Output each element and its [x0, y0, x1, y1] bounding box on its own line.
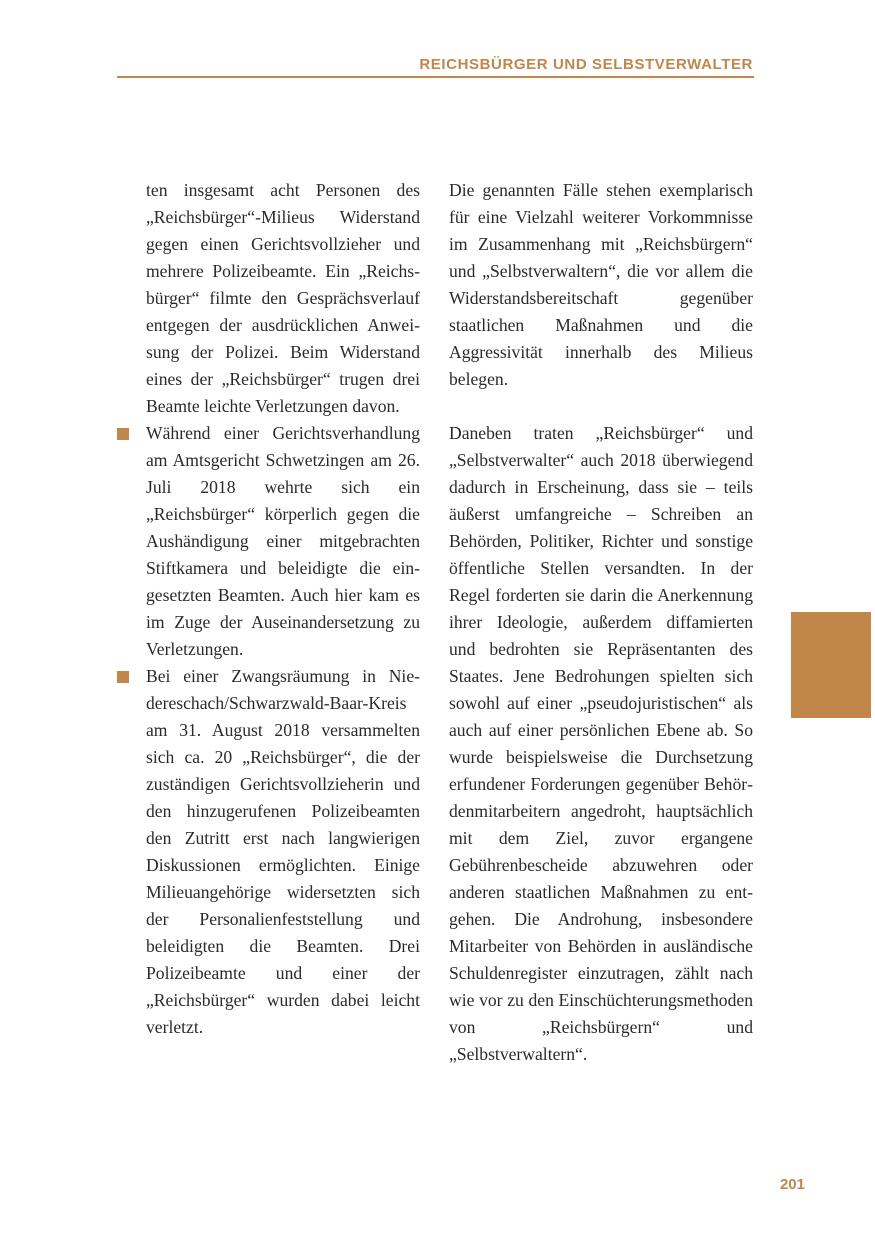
- bullet-item: [146, 663, 420, 1041]
- left-column: [146, 177, 420, 1041]
- running-header: REICHSBÜRGER UND SELBSTVERWALTER: [419, 56, 753, 73]
- body-paragraph: Daneben traten „Reichsbürger“ und „Selbstverwalter“ auch 2018 überwiegend dadurch in Erscheinung, dass sie – teils äußerst umfangreiche – Schreiben an Behörden, Politiker, Richter und sonstige öffentliche Stellen versandten. In der Regel forderten sie darin die Anerkennung ihrer Ideologie, außerdem diffamierten und bedrohten sie Repräsentanten des Staates. Jene Bedrohungen spielten sich sowohl auf einer „pseudojuristischen“ als auch auf einer persönlichen Ebene ab. So wurde beispielsweise die Durchsetzung erfundener Forderungen gegenüber Behördenmitarbeitern angedroht, hauptsächlich mit dem Ziel, zuvor ergangene Gebührenbescheide abzuwehren oder anderen staatlichen Maßnahmen zu entgehen. Die Androhung, insbesondere Mitarbeiter von Behörden in ausländische Schuldenregister einzutragen, zählt nach wie vor zu den Einschüchterungsmethoden von „Reichsbürgern“ und „Selbstverwaltern“.: [449, 423, 753, 1064]
- bullet-text: Bei einer Zwangsräumung in Niedereschach/Schwarzwald-Baar-Kreis am 31. August 2018 versammelten sich ca. 20 „Reichsbürger“, die der zuständigen Gerichtsvollzieherin und den hinzugerufenen Polizeibeamten den Zutritt erst nach langwierigen Diskussionen ermöglichten. Einige Milieuangehörige widersetzten sich der Personalienfeststellung und beleidigten die Beamten. Drei Polizeibeamte und einer der „Reichsbürger“ wurden dabei leicht verletzt.: [146, 666, 420, 1037]
- page-number: 201: [779, 1176, 805, 1193]
- bullet-square-icon: [117, 671, 129, 683]
- bullet-square-icon: [117, 428, 129, 440]
- right-column: [449, 177, 753, 1068]
- bullet-item: [146, 420, 420, 663]
- chapter-side-tab: [791, 612, 871, 718]
- body-paragraph: Die genannten Fälle stehen exemplarisch für eine Vielzahl weiterer Vorkommnisse im Zusammenhang mit „Reichsbürgern“ und „Selbstverwaltern“, die vor allem die Widerstandsbereitschaft gegenüber staatlichen Maßnahmen und die Aggressivität innerhalb des Milieus belegen.: [449, 180, 753, 389]
- continuation-paragraph: ten insgesamt acht Personen des „Reichsbürger“-Milieus Widerstand gegen einen Gerichtsvollzieher und mehrere Polizeibeamte. Ein „Reichsbürger“ filmte den Gesprächsverlauf entgegen der ausdrücklichen Anweisung der Polizei. Beim Widerstand eines der „Reichsbürger“ trugen drei Beamte leichte Verletzungen davon.: [146, 180, 420, 416]
- header-rule: [117, 76, 754, 78]
- bullet-text: Während einer Gerichtsverhandlung am Amtsgericht Schwetzingen am 26. Juli 2018 wehrte sich ein „Reichsbürger“ körperlich gegen die Aushändigung einer mitgebrachten Stiftkamera und beleidigte die eingesetzten Beamten. Auch hier kam es im Zuge der Auseinandersetzung zu Verletzungen.: [146, 423, 420, 659]
